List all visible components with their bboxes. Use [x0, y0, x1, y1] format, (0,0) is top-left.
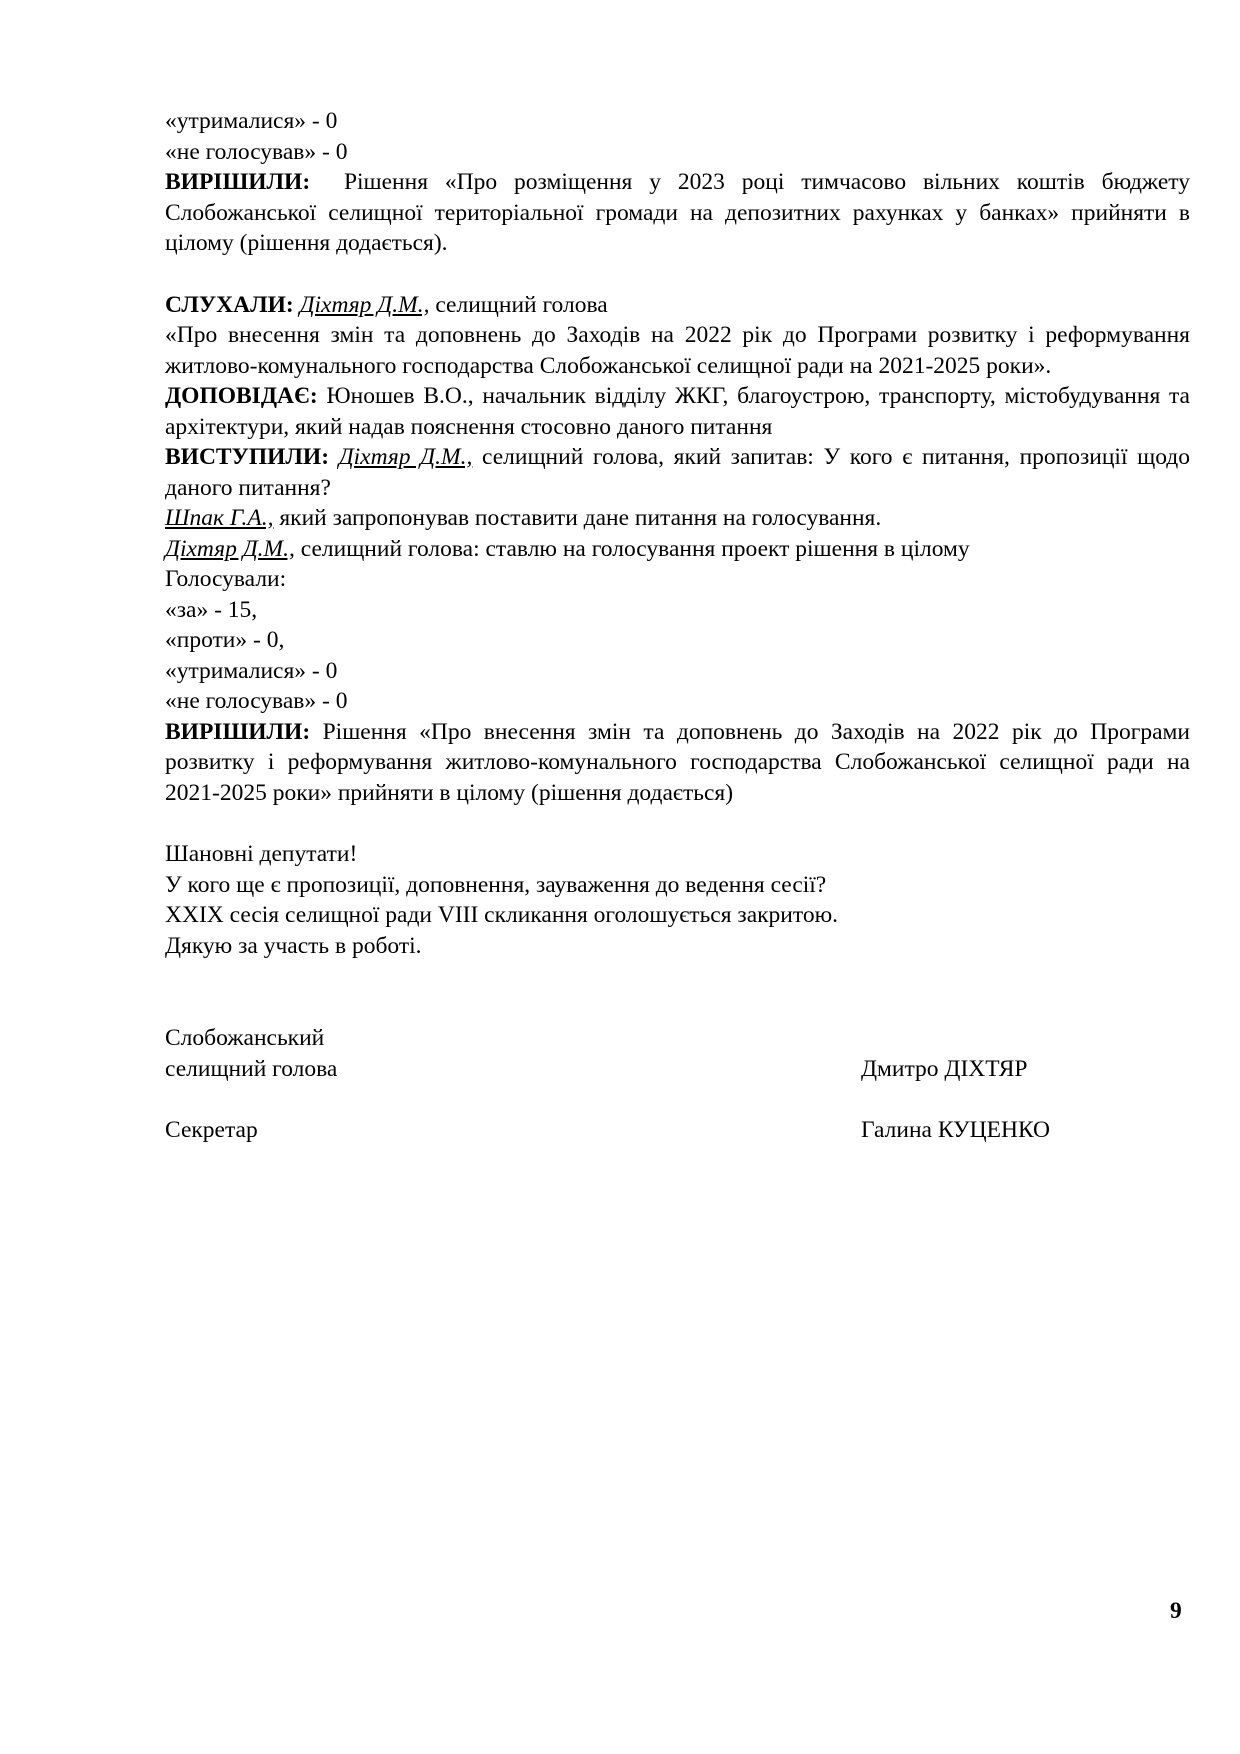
closing-thanks: Дякую за участь в роботі.: [165, 932, 422, 959]
report-text: Юношев В.О., начальник відділу ЖКГ, благоустрою, транспорту, містобудування та архітектури, який надав пояснення стосовно даного питання: [165, 383, 1190, 440]
signature-head-row-2: [165, 1054, 1190, 1085]
signature-head-row-1: [165, 1023, 1190, 1054]
paragraph-gap: [165, 961, 1190, 1023]
final-paragraph: [165, 534, 1190, 565]
heard-label: СЛУХАЛИ:: [165, 291, 294, 318]
proposal-text: який запропонував поставити дане питання на голосування.: [273, 505, 882, 531]
secretary-name: Галина КУЦЕНКО: [861, 1117, 1051, 1143]
spoke-text: селищний голова, який запитав: У кого є питання, пропозиції щодо даного питання?: [165, 444, 1190, 501]
paragraph-gap: [165, 808, 1190, 839]
vote-for: «за» - 15,: [165, 596, 258, 623]
decision-text: Рішення «Про розміщення у 2023 році тимчасово вільних коштів бюджету Слобожанської селищної територіальної громади на депозитних рахунках у банках» прийняти в цілому (рішення додається).: [165, 169, 1190, 256]
page-number: 9: [1170, 1598, 1182, 1624]
decision-paragraph: [165, 717, 1190, 809]
vote-abstained: «утрималися» - 0: [165, 657, 338, 684]
paragraph-gap: [165, 259, 1190, 290]
document-body: [165, 106, 1190, 1146]
head-name: Дмитро ДІХТЯР: [861, 1055, 1028, 1082]
voted-heading: Голосували:: [165, 566, 287, 592]
final-text: селищний голова: ставлю на голосування проект рішення в цілому: [294, 535, 970, 562]
closing-greeting: Шановні депутати!: [165, 841, 358, 867]
paragraph-gap: [165, 1084, 1190, 1115]
closing-question: У кого ще є пропозиції, доповнення, зауваження до ведення сесії?: [165, 871, 827, 898]
spoke-name: Діхтяр Д.М.,: [338, 444, 473, 470]
vote-abstained: «утрималися» - 0: [165, 108, 338, 134]
final-name: Діхтяр Д.М.,: [165, 535, 295, 562]
decision-label: ВИРІШИЛИ:: [165, 718, 311, 745]
agenda-topic: «Про внесення змін та доповнень до Заходів на 2022 рік до Програми розвитку і реформування житлово-комунального господарства Слобожанської селищної ради на 2021-2025 роки».: [165, 322, 1190, 379]
proposal-paragraph: [165, 503, 1190, 534]
proposal-name: Шпак Г.А.,: [165, 505, 274, 531]
secretary-title: Секретар: [165, 1117, 258, 1143]
vote-against: «проти» - 0,: [165, 627, 285, 653]
head-title-line-2: селищний голова: [165, 1055, 338, 1082]
report-paragraph: [165, 381, 1190, 442]
decision-label: ВИРІШИЛИ:: [165, 169, 311, 195]
heard-name: Діхтяр Д.М.,: [299, 291, 430, 318]
vote-not-voted: «не голосував» - 0: [165, 688, 348, 714]
spoke-label: ВИСТУПИЛИ:: [165, 444, 330, 470]
heard-role: селищний голова: [429, 291, 608, 318]
heard-paragraph: [165, 290, 1190, 321]
vote-not-voted: «не голосував» - 0: [165, 138, 348, 165]
decision-paragraph: [165, 167, 1190, 259]
closing-announcement: XXIX сесія селищної ради VIII скликання оголошується закритою.: [165, 902, 839, 928]
report-label: ДОПОВІДАЄ:: [165, 383, 318, 409]
decision-text: Рішення «Про внесення змін та доповнень до Заходів на 2022 рік до Програми розвитку і реформування житлово-комунального господарства Слобожанської селищної ради на 2021-2025 роки» прийняти в цілому (рішення додається): [165, 718, 1190, 806]
head-title-line-1: Слобожанський: [165, 1025, 325, 1051]
spoke-paragraph: [165, 442, 1190, 503]
signature-secretary-row: [165, 1115, 1190, 1146]
